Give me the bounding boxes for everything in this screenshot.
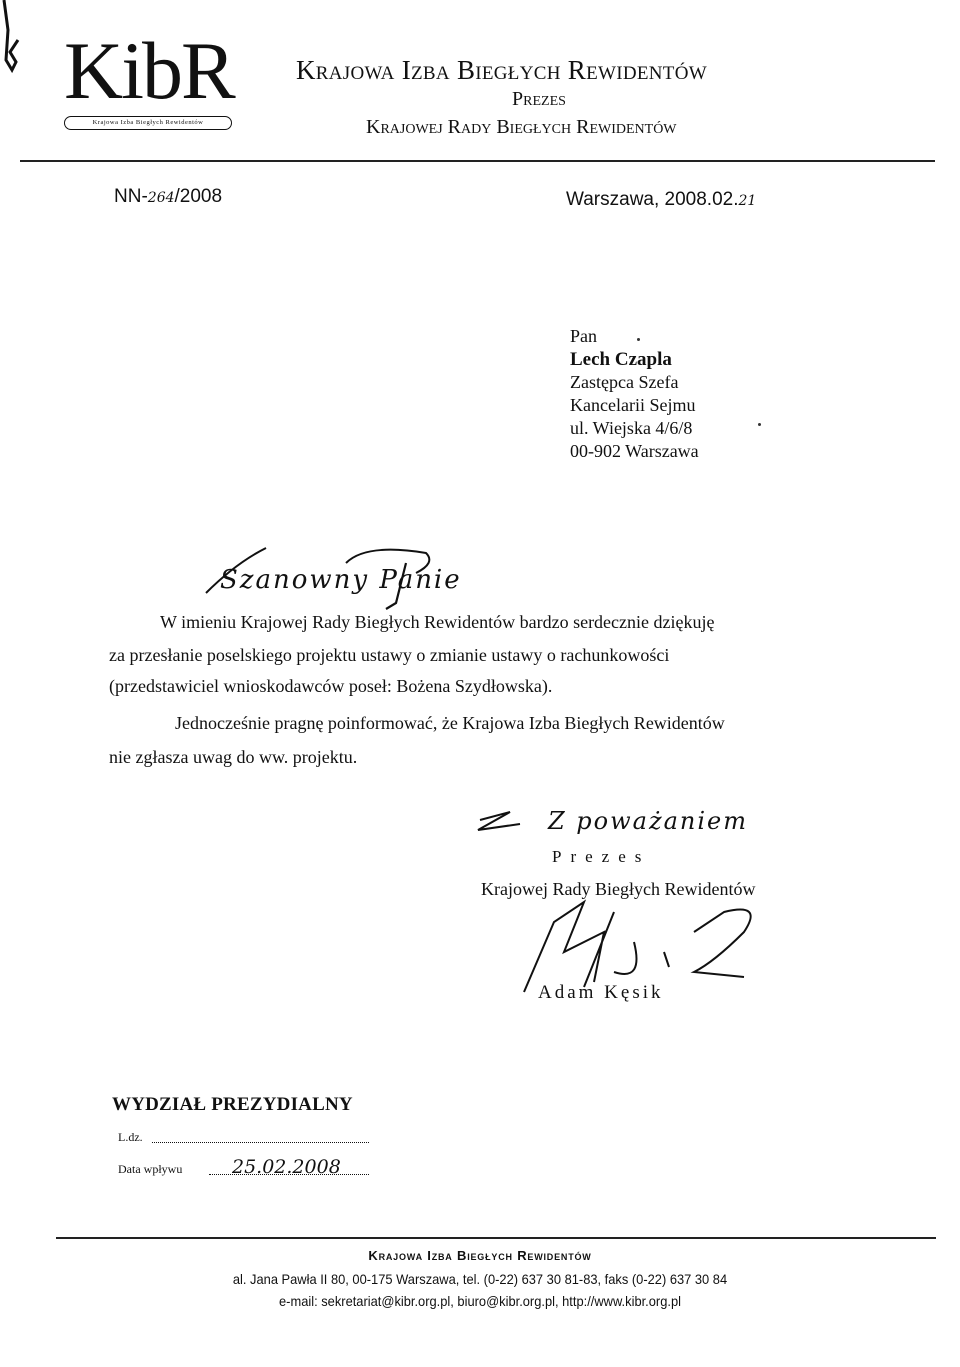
footer-contact: e-mail: sekretariat@kibr.org.pl, biuro@kibr.org.pl, http://www.kibr.org.pl: [279, 1293, 681, 1309]
stamp-ldz-label: L.dz.: [118, 1130, 143, 1144]
signer-title: Prezes: [552, 847, 651, 866]
speck: [758, 423, 761, 426]
stamp-department: WYDZIAŁ PREZYDIALNY: [112, 1094, 353, 1115]
ref-handwritten: 264: [147, 190, 175, 206]
body-line: W imieniu Krajowej Rady Biegłych Rewidentów bardzo serdecznie dziękuję: [160, 612, 715, 632]
addressee-city: 00-902 Warszawa: [570, 441, 699, 461]
footer-org: Krajowa Izba Biegłych Rewidentów: [368, 1248, 592, 1263]
letter-date: [566, 189, 756, 211]
stamp-received-label: Data wpływu: [118, 1162, 183, 1176]
body-line: nie zgłasza uwag do ww. projektu.: [109, 747, 358, 767]
margin-mark: [0, 0, 26, 100]
header-divider: [20, 160, 935, 162]
body-line: (przedstawiciel wnioskodawców poseł: Bożena Szydłowska).: [109, 676, 553, 696]
addressee-name: Lech Czapla: [570, 349, 672, 370]
date-handwritten: 21: [738, 193, 757, 209]
signer-title-sub: Krajowej Rady Biegłych Rewidentów: [481, 879, 756, 899]
signer-name: Adam Kęsik: [538, 982, 664, 1003]
org-name: Krajowa Izba Biegłych Rewidentów: [296, 55, 707, 85]
ref-prefix: NN-: [114, 186, 148, 207]
addressee-position-1: Zastępca Szefa: [570, 372, 679, 392]
addressee-salutation: Pan: [570, 326, 597, 346]
logo-wordmark: KibR: [64, 25, 234, 116]
addressee-street: ul. Wiejska 4/6/8: [570, 418, 693, 438]
addressee-block: [570, 325, 699, 463]
ref-suffix: /2008: [174, 186, 223, 207]
logo-tagline: Krajowa Izba Biegłych Rewidentów: [64, 116, 232, 130]
kibr-logo: [64, 25, 234, 130]
org-role: Prezes: [512, 88, 566, 110]
salutation-handwritten: Szanowny Panie: [220, 565, 462, 595]
footer-divider: [56, 1237, 936, 1239]
reference-number: [114, 186, 222, 208]
stamp-ldz-line: [152, 1142, 369, 1143]
body-line: Jednocześnie pragnę poinformować, że Krajowa Izba Biegłych Rewidentów: [175, 713, 725, 733]
date-printed: Warszawa, 2008.02.: [566, 189, 739, 210]
footer-address: al. Jana Pawła II 80, 00-175 Warszawa, tel. (0-22) 637 30 81-83, faks (0-22) 637 30 84: [232, 1271, 728, 1287]
stamp-received-value: 25.02.2008: [232, 1156, 341, 1178]
body-line: za przesłanie poselskiego projektu ustawy o zmianie ustawy o rachunkowości: [109, 645, 670, 665]
addressee-position-2: Kancelarii Sejmu: [570, 395, 696, 415]
closing-handwritten: Z poważaniem: [548, 807, 749, 835]
speck: [637, 338, 640, 341]
org-sub-name: Krajowej Rady Biegłych Rewidentów: [366, 116, 677, 138]
